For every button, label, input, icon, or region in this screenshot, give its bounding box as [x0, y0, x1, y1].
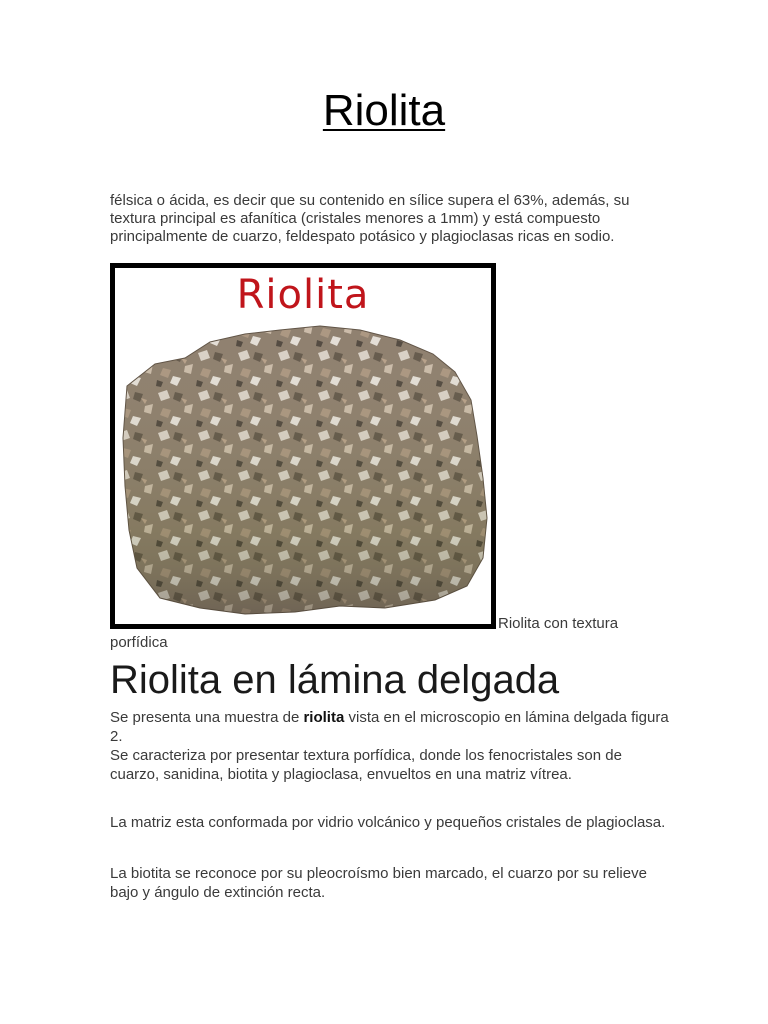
rock-figure [110, 263, 496, 629]
figure-caption: Riolita con textura porfídica [110, 615, 619, 651]
section-paragraph-1 [110, 708, 670, 784]
intro-paragraph: félsica o ácida, es decir que su contenido en sílice supera el 63%, además, su textura principal es afanítica (cristales menores a 1mm) y está compuesto principalmente de cuarzo, feldespato potásico y plagioclasas ricas en sodio. [110, 192, 630, 245]
rhyolite-rock-image [115, 268, 491, 624]
p1-prefix: Se presenta una muestra de [110, 709, 304, 726]
section-heading: Riolita en lámina delgada [110, 658, 560, 702]
p1-suffix: vista en el microscopio en lámina delgada figura 2. [110, 709, 669, 745]
p1-line2: Se caracteriza por presentar textura porfídica, donde los fenocristales son de cuarzo, sanidina, biotita y plagioclasa, envueltos en una matriz vítrea. [110, 747, 622, 783]
p1-bold-term: riolita [303, 709, 345, 726]
section-paragraph-3: La biotita se reconoce por su pleocroísmo bien marcado, el cuarzo por su relieve bajo y ángulo de extinción recta. [110, 865, 647, 901]
figure-label: Riolita [236, 272, 370, 318]
section-paragraph-2: La matriz esta conformada por vidrio volcánico y pequeños cristales de plagioclasa. [110, 814, 666, 831]
page-title: Riolita [322, 86, 446, 135]
